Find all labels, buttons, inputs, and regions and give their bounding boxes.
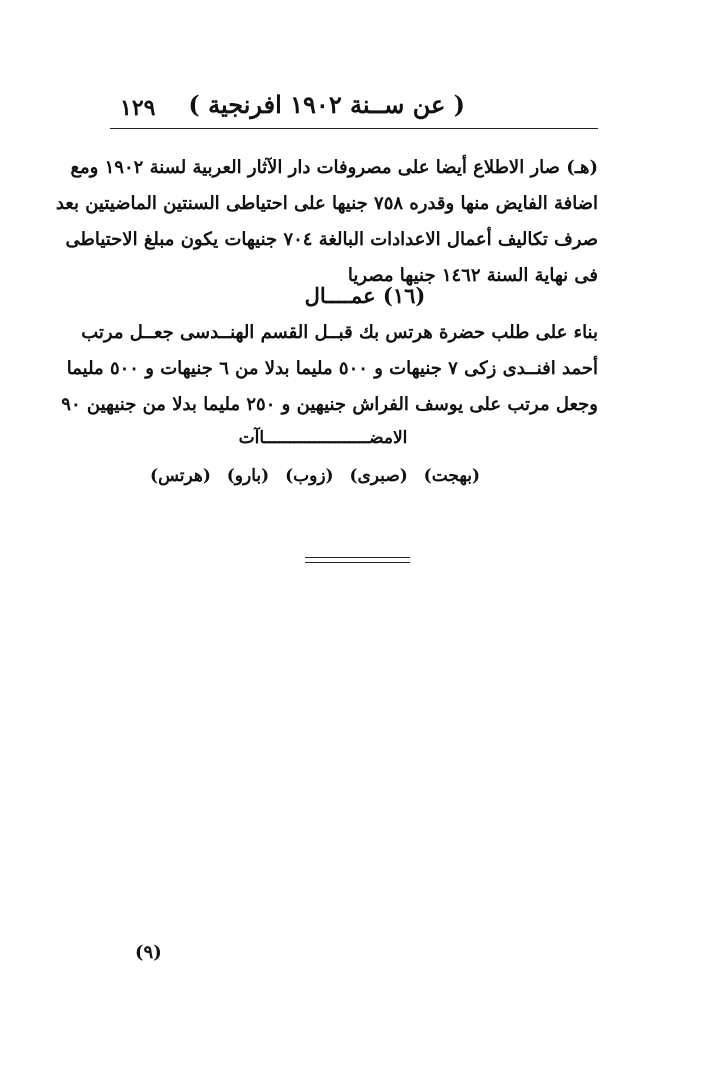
signature-name: (زوب) xyxy=(285,466,334,486)
text-line: فى نهاية السنة ١٤٦٢ جنيها مصريا xyxy=(347,265,598,286)
signatures-title: الامضـــــــــــــــــــــاآت xyxy=(238,428,408,448)
text-line: بناء على طلب حضرة هرتس بك قبــل القسم الهنــدسى جعــل مرتب xyxy=(81,322,598,343)
section-heading-workers: (١٦) عمــــال xyxy=(304,283,426,308)
header-divider xyxy=(110,128,598,129)
closing-divider xyxy=(305,557,410,558)
text-line: اضافة الفايض منها وقدره ٧٥٨ جنيها على احتياطى السنتين الماضيتين بعد xyxy=(55,193,598,214)
signature-name: (صبرى) xyxy=(349,466,408,486)
text-line: صرف تكاليف أعمال الاعدادات البالغة ٧٠٤ جنيهات يكون مبلغ الاحتياطى xyxy=(65,229,598,250)
text-line: وجعل مرتب على يوسف الفراش جنيهين و ٢٥٠ مليما بدلا من جنيهين ٩٠ xyxy=(61,394,598,415)
signature-name: (بارو) xyxy=(226,466,270,486)
text-line: (هـ) صار الاطلاع أيضا على مصروفات دار الآثار العربية لسنة ١٩٠٢ ومع xyxy=(70,157,598,178)
signature-mark: (٩) xyxy=(135,942,162,963)
signature-name: (بهجت) xyxy=(423,466,480,486)
closing-divider xyxy=(305,562,410,563)
signature-name: (هرتس) xyxy=(150,466,211,486)
signatures-list xyxy=(150,466,480,486)
running-title: ( عن ســنة ١٩٠٢ افرنجية ) xyxy=(188,90,465,119)
paragraph-workers xyxy=(61,315,598,423)
page-number: ١٢٩ xyxy=(120,95,156,121)
paragraph-expenses xyxy=(55,150,598,294)
text-line: أحمد افنــدى زكى ٧ جنيهات و ٥٠٠ مليما بدلا من ٦ جنيهات و ٥٠٠ مليما xyxy=(66,358,598,379)
